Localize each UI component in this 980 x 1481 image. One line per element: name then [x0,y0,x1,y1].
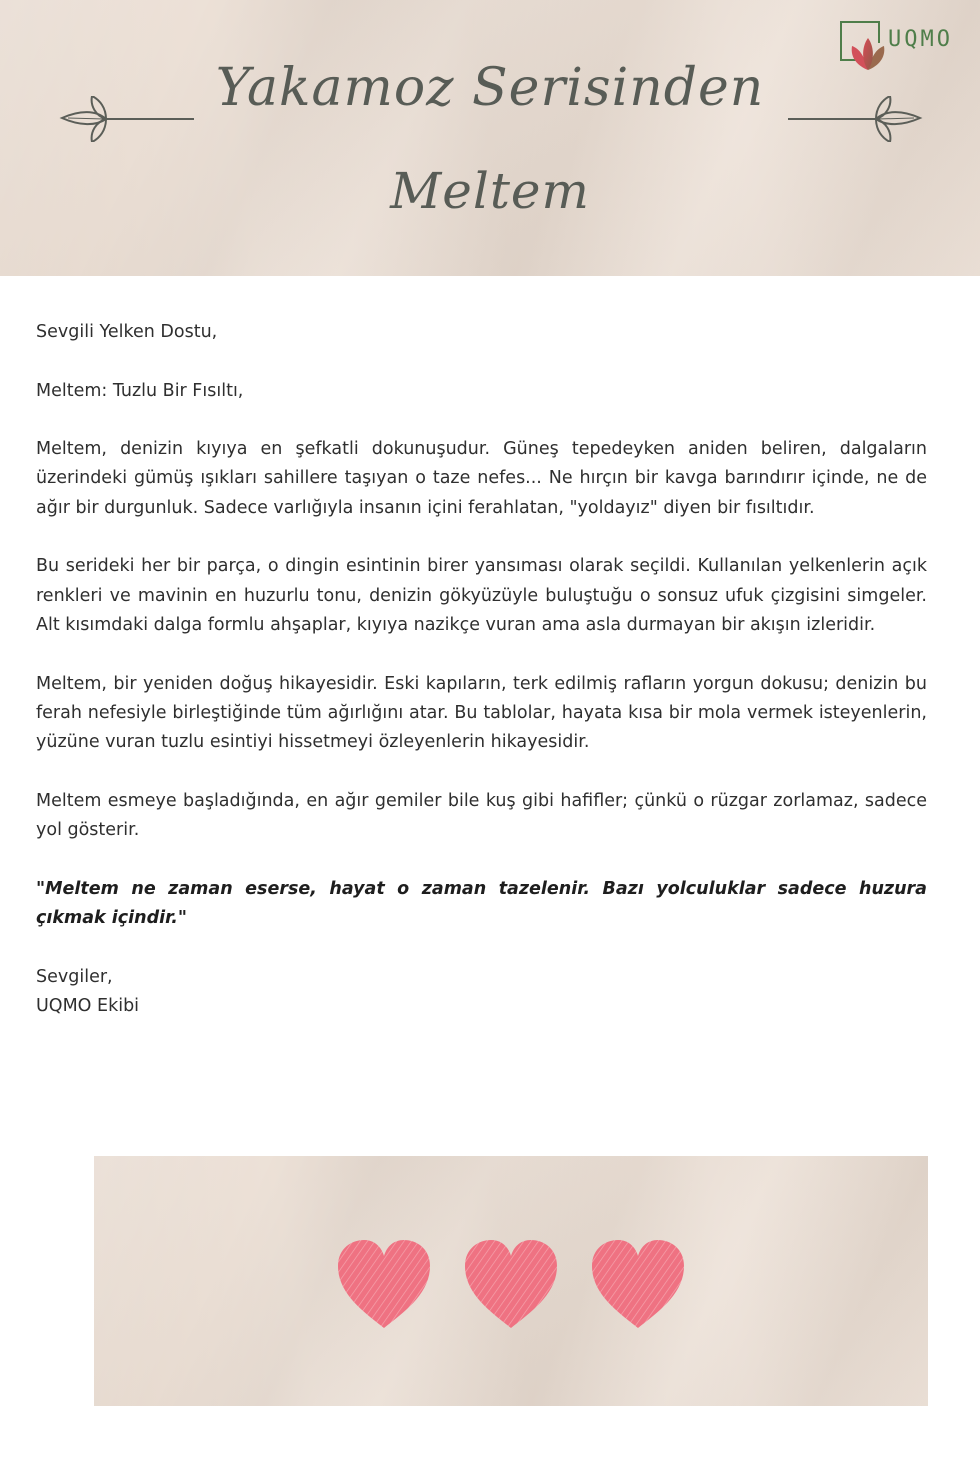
heart-icon [461,1236,561,1332]
logo-text: UQMO [888,27,953,52]
heart-icon [334,1236,434,1332]
hearts-panel [94,1156,928,1406]
paragraph: Meltem, denizin kıyıya en şefkatli dokunuşudur. Güneş tepedeyken aniden beliren, dalgaların üzerindeki gümüş ışıkları sahillere taşıyan o taze nefes... Ne hırçın bir kavga barındırır içinde, ne de ağır bir durgunluk. Sadece varlığıyla insanın içini ferahlatan, "yoldayız" diyen bir fısıltıdır. [36,439,927,518]
letter-body [36,318,927,1021]
hearts-row [334,1236,688,1332]
quote: "Meltem ne zaman eserse, hayat o zaman tazelenir. Bazı yolculuklar sadece huzura çıkmak içindir." [36,878,927,928]
page-subtitle: Meltem [390,162,590,220]
signature: UQMO Ekibi [36,995,140,1016]
page-title: Yakamoz Serisinden [215,58,765,118]
heart-icon [588,1236,688,1332]
salutation: Sevgili Yelken Dostu, [36,322,218,342]
header-banner [0,0,980,276]
closing: Sevgiler, [36,966,113,987]
paragraph: Meltem esmeye başladığında, en ağır gemiler bile kuş gibi hafifler; çünkü o rüzgar zorlamaz, sadece yol gösterir. [36,790,927,841]
letter-subtitle: Meltem: Tuzlu Bir Fısıltı, [36,380,244,401]
paragraph: Meltem, bir yeniden doğuş hikayesidir. Eski kapıların, terk edilmiş rafların yorgun dokusu; denizin bu ferah nefesiyle birleştiğinde tüm ağırlığını atar. Bu tablolar, hayata kısa bir mola vermek isteyenlerin, yüzüne vuran tuzlu esintiyi hissetmeyi özleyenlerin hikayesidir. [36,673,927,753]
paragraph: Bu serideki her bir parça, o dingin esintinin birer yansıması olarak seçildi. Kullanılan yelkenlerin açık renkleri ve mavinin en huzurlu tonu, denizin gökyüzüyle buluştuğu o sonsuz ufuk çizgisini simgeler. Alt kısımdaki dalga formlu ahşaplar, kıyıya nazikçe vuran ama asla durmayan bir akışın izleridir. [36,556,927,635]
